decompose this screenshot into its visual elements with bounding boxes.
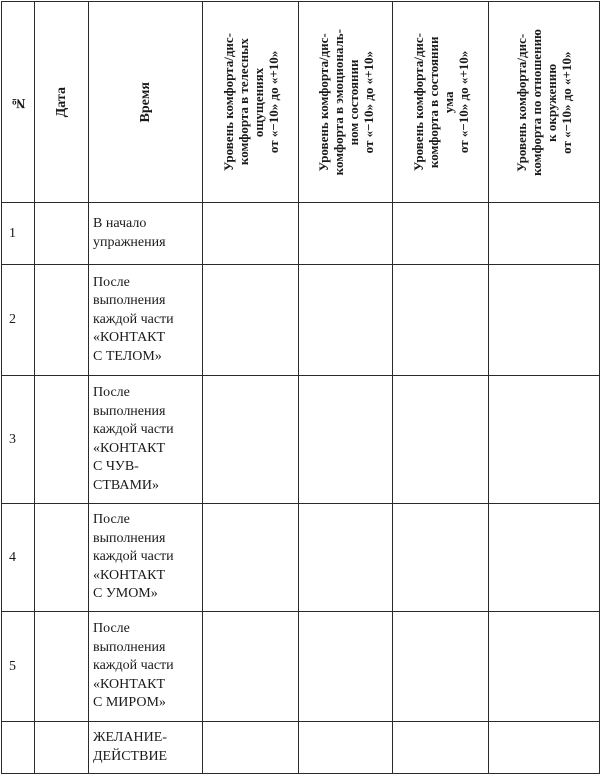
row-number [2,722,35,774]
mind-value-cell[interactable] [393,203,489,265]
world-value-cell[interactable] [489,265,600,376]
body-value-cell[interactable] [203,376,299,504]
header-emotion-comfort: Уровень комфорта/дис- комфорта в эмоциональ- ном состоянии от «−10» до «+10» [299,2,393,203]
date-cell[interactable] [35,203,89,265]
body-value-cell[interactable] [203,504,299,612]
body-value-cell[interactable] [203,203,299,265]
emotion-value-cell[interactable] [299,612,393,722]
header-date: Дата [35,2,89,203]
time-cell: После выполнения каждой части «КОНТАКТ С МИРОМ» [89,612,203,722]
mind-value-cell[interactable] [393,504,489,612]
header-row [2,2,600,203]
time-cell: После выполнения каждой части «КОНТАКТ С УМОМ» [89,504,203,612]
world-value-cell[interactable] [489,722,600,774]
date-cell[interactable] [35,265,89,376]
row-number: 4 [2,504,35,612]
world-value-cell[interactable] [489,376,600,504]
row-number: 3 [2,376,35,504]
mind-value-cell[interactable] [393,722,489,774]
table-row [2,504,600,612]
row-number: 2 [2,265,35,376]
date-cell[interactable] [35,376,89,504]
emotion-value-cell[interactable] [299,203,393,265]
table-row [2,376,600,504]
world-value-cell[interactable] [489,203,600,265]
time-cell: После выполнения каждой части «КОНТАКТ С ТЕЛОМ» [89,265,203,376]
header-world-comfort: Уровень комфорта/дис- комфорта по отношению к окружению от «−10» до «+10» [489,2,600,203]
date-cell[interactable] [35,504,89,612]
emotion-value-cell[interactable] [299,376,393,504]
header-time: Время [89,2,203,203]
time-cell: В начало упражнения [89,203,203,265]
world-value-cell[interactable] [489,504,600,612]
emotion-value-cell[interactable] [299,265,393,376]
comfort-log-table [1,1,600,774]
time-cell: ЖЕЛАНИЕ- ДЕЙСТВИЕ [89,722,203,774]
emotion-value-cell[interactable] [299,504,393,612]
date-cell[interactable] [35,612,89,722]
header-body-comfort: Уровень комфорта/дис- комфорта в телесных ощущениях от «−10» до «+10» [203,2,299,203]
row-number: 1 [2,203,35,265]
table-row [2,722,600,774]
header-num: № [2,2,35,203]
body-value-cell[interactable] [203,612,299,722]
body-value-cell[interactable] [203,265,299,376]
row-number: 5 [2,612,35,722]
table-row [2,612,600,722]
time-cell: После выполнения каждой части «КОНТАКТ С ЧУВ- СТВАМИ» [89,376,203,504]
mind-value-cell[interactable] [393,376,489,504]
table-row [2,203,600,265]
date-cell[interactable] [35,722,89,774]
header-mind-comfort: Уровень комфорта/дис- комфорта в состоянии ума от «−10» до «+10» [393,2,489,203]
mind-value-cell[interactable] [393,265,489,376]
emotion-value-cell[interactable] [299,722,393,774]
body-value-cell[interactable] [203,722,299,774]
mind-value-cell[interactable] [393,612,489,722]
world-value-cell[interactable] [489,612,600,722]
table-row [2,265,600,376]
